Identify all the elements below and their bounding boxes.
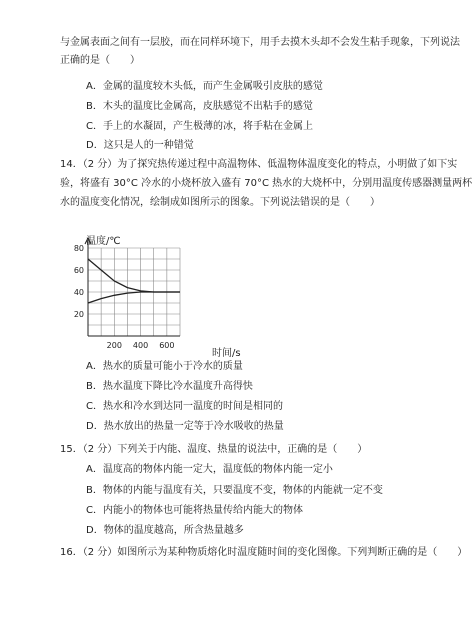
y-tick-label: 80 xyxy=(73,244,84,253)
q14-stem-line3: 水的温度变化情况，绘制成如图所示的图象。下列说法错误的是（ ） xyxy=(60,197,380,208)
y-tick-label: 40 xyxy=(73,288,84,297)
q14-stem-line1: 14．（2 分）为了探究热传递过程中高温物体、低温物体温度变化的特点，小明做了如下实 xyxy=(60,159,458,170)
series-line-2 xyxy=(88,292,180,303)
q15-option-b: B．物体的内能与温度有关，只要温度不变，物体的内能就一定不变 xyxy=(86,485,383,496)
chart-grid xyxy=(85,238,180,336)
q15-option-a: A．温度高的物体内能一定大，温度低的物体内能一定小 xyxy=(86,464,333,475)
q15-option-c: C．内能小的物体也可能将热量传给内能大的物体 xyxy=(86,505,303,516)
q14-option-c: C．热水和冷水到达同一温度的时间是相同的 xyxy=(86,401,283,412)
x-tick-label: 200 xyxy=(106,341,122,350)
y-tick-label: 20 xyxy=(73,310,84,319)
q15-option-d: D．物体的温度越高，所含热量越多 xyxy=(86,525,244,536)
q15-stem: 15．（2 分）下列关于内能、温度、热量的说法中，正确的是（ ） xyxy=(60,444,368,455)
q13-option-a: A．金属的温度较木头低，而产生金属吸引皮肤的感觉 xyxy=(86,81,323,92)
q13-stem-line1: 与金属表面之间有一层胶，而在同样环境下，用手去摸木头却不会发生粘手现象，下列说法 xyxy=(60,37,460,48)
q14-option-d: D．热水放出的热量一定等于冷水吸收的热量 xyxy=(86,421,284,432)
temperature-time-chart xyxy=(60,232,250,360)
y-tick-label: 60 xyxy=(73,266,84,275)
y-axis-label: 温度/℃ xyxy=(86,236,121,247)
q13-option-c: C．手上的水凝固，产生极薄的冰，将手粘在金属上 xyxy=(86,121,313,132)
q16-stem: 16．（2 分）如图所示为某种物质熔化时温度随时间的变化图像。下列判断正确的是（ ） xyxy=(60,547,468,558)
x-axis-label: 时间/s xyxy=(212,348,241,359)
q14-stem-line2: 验，将盛有 30°C 冷水的小烧杯放入盛有 70°C 热水的大烧杯中，分别用温度传感器测量两杯 xyxy=(60,178,473,189)
q14-option-a: A．热水的质量可能小于冷水的质量 xyxy=(86,361,243,372)
x-tick-label: 400 xyxy=(132,341,149,350)
q13-option-d: D．这只是人的一种错觉 xyxy=(86,140,194,151)
q13-stem-line2: 正确的是（ ） xyxy=(60,55,140,66)
q13-option-b: B．木头的温度比金属高，皮肤感觉不出粘手的感觉 xyxy=(86,101,313,112)
x-tick-label: 600 xyxy=(159,341,175,350)
series-line-1 xyxy=(88,259,180,292)
q14-option-b: B．热水温度下降比冷水温度升高得快 xyxy=(86,381,253,392)
